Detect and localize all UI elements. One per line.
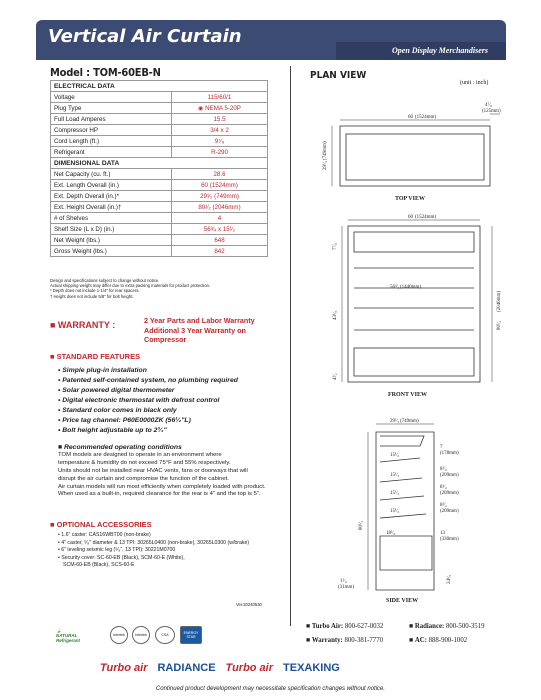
svg-text:1¹⁄₄: 1¹⁄₄ <box>340 579 347 584</box>
svg-text:13: 13 <box>440 531 445 536</box>
unit-label: (unit : inch) <box>460 80 489 86</box>
features-heading: ■ STANDARD FEATURES <box>50 352 141 361</box>
table-row: Ext. Height Overall (in.)† 80¹⁄₂ (2046mm) <box>51 202 268 213</box>
svg-text:4⁷⁄₈: 4⁷⁄₈ <box>485 103 492 108</box>
svg-text:80¹⁄₂: 80¹⁄₂ <box>359 520 364 530</box>
svg-text:18¹⁄₈: 18¹⁄₈ <box>386 531 396 536</box>
list-item: • Digital electronic thermostat with defrost control <box>58 397 220 404</box>
svg-text:43¹⁄₈: 43¹⁄₈ <box>333 310 338 320</box>
turbo-air-logo: Turbo air <box>100 662 148 674</box>
table-row: Net Capacity (cu. ft.) 28.6 <box>51 169 268 180</box>
svg-text:15¹⁄₂: 15¹⁄₂ <box>390 473 400 478</box>
list-item: • 4" caster, ⁵⁄₈" diameter & 13 TPI: 30265L0400 (non-brake), 30265L0300 (w/brake) <box>58 539 250 546</box>
table-row: Net Weight (lbs.) 648 <box>51 235 268 246</box>
page-subtitle: Open Display Merchandisers <box>391 46 488 55</box>
spec-notes: Design and specifications subject to change without notice. Actual shipping weight may differ due to extra packing materials for product protection. * Depth does not include 1-1/4" for rear spacers. † Height does not include 5/8" for bolt height. <box>50 278 211 299</box>
etl-logo: Intertek <box>110 626 128 644</box>
svg-text:(31mm): (31mm) <box>338 585 355 590</box>
contact-ac: ■ AC: 888-900-1002 <box>409 637 468 644</box>
energy-star-logo: ENERGY STAR <box>180 626 202 644</box>
table-row: Plug Type ◉ NEMA 5-20P <box>51 103 268 114</box>
table-row: Refrigerant R-290 <box>51 147 268 158</box>
electrical-heading: ELECTRICAL DATA <box>51 81 268 92</box>
radiance-logo: RADIANCE <box>157 662 216 674</box>
accessories-heading: ■ OPTIONAL ACCESSORIES <box>50 520 152 529</box>
svg-text:(1524mm): (1524mm) <box>415 215 437 220</box>
list-item: • Patented self-contained system, no plumbing required <box>58 377 238 384</box>
svg-text:(178mm): (178mm) <box>440 451 459 456</box>
svg-text:(209mm): (209mm) <box>440 491 459 496</box>
table-row: Voltage 115/60/1 <box>51 92 268 103</box>
side-view <box>368 424 434 590</box>
contact-radiance: ■ Radiance: 800-500-3519 <box>409 623 485 630</box>
warranty-line-2: Additional 3 Year Warranty on Compressor <box>144 326 246 344</box>
brand-logos <box>100 662 340 674</box>
front-view-label: FRONT VIEW <box>388 392 427 398</box>
svg-text:8¹⁄₄: 8¹⁄₄ <box>440 485 447 490</box>
side-view-label: SIDE VIEW <box>386 598 419 604</box>
table-row: Ext. Depth Overall (in.)* 29¹⁄₂ (749mm) <box>51 191 268 202</box>
list-item: • Price tag channel: P60E0000ZK (56¹⁄₂"L) <box>58 417 191 424</box>
list-item: SCM-60-EB (Black), SCS-60-E <box>63 562 135 569</box>
table-row: Shelf Size (L x D) (in.) 56³⁄₄ x 15¹⁄₂ <box>51 224 268 235</box>
svg-text:29¹⁄₂: 29¹⁄₂ <box>390 419 400 424</box>
top-view <box>332 114 500 186</box>
list-item: • Solar powered digital thermometer <box>58 387 175 394</box>
svg-text:29¹⁄₂: 29¹⁄₂ <box>323 160 328 170</box>
svg-text:4¹⁄₂: 4¹⁄₂ <box>333 373 338 380</box>
top-view-label: TOP VIEW <box>395 196 425 202</box>
svg-text:8¹⁄₄: 8¹⁄₄ <box>440 503 447 508</box>
features-list <box>58 366 278 436</box>
list-item: • Security cover: SC-60-EB (Black), SCM-60-E (White), <box>58 554 185 561</box>
header-banner <box>36 20 506 60</box>
svg-text:15¹⁄₂: 15¹⁄₂ <box>390 509 400 514</box>
plug-icon: ◉ <box>198 104 206 112</box>
recommended-heading: ■ Recommended operating conditions <box>58 444 182 451</box>
svg-text:15¹⁄₂: 15¹⁄₂ <box>390 453 400 458</box>
svg-text:56³⁄₄: 56³⁄₄ <box>390 285 400 290</box>
svg-text:(125mm): (125mm) <box>482 109 501 114</box>
texaking-logo: TEXAKING <box>283 662 340 674</box>
svg-text:7⁷⁄₈: 7⁷⁄₈ <box>333 243 338 250</box>
table-row: Full Load Amperes 15.5 <box>51 114 268 125</box>
accessories-list <box>58 532 286 570</box>
warranty-line-1: 2 Year Parts and Labor Warranty <box>144 316 255 325</box>
dim-width-top: 60 <box>408 115 413 120</box>
plan-view-title: PLAN VIEW <box>310 70 367 81</box>
table-row: Cord Length (ft.) 9⁷⁄₈ <box>51 136 268 147</box>
csa-logo: CSA <box>155 626 175 644</box>
svg-text:(1524mm): (1524mm) <box>415 115 437 120</box>
table-row: Compressor HP 3/4 x 2 <box>51 125 268 136</box>
leaf-icon: 🍃 <box>56 628 62 633</box>
etl-sanitation-logo: Intertek <box>132 626 150 644</box>
svg-text:15¹⁄₂: 15¹⁄₂ <box>390 491 400 496</box>
contact-turbo-air: ■ Turbo Air: 800-627-0032 <box>306 623 384 630</box>
svg-text:8¹⁄₄: 8¹⁄₄ <box>440 467 447 472</box>
svg-text:(749mm): (749mm) <box>400 419 419 424</box>
contact-list <box>306 620 512 648</box>
svg-text:(209mm): (209mm) <box>440 509 459 514</box>
list-item: • Simple plug-in installation <box>58 367 147 374</box>
model-number: Model : TOM-60EB-N <box>50 66 161 79</box>
version-label: Ver.20240530 <box>236 602 262 607</box>
spec-table <box>50 80 268 257</box>
svg-text:(749mm): (749mm) <box>323 141 328 160</box>
column-divider <box>290 66 291 626</box>
svg-text:(330mm): (330mm) <box>440 537 459 542</box>
list-item: • Standard color comes in black only <box>58 407 177 414</box>
svg-text:(209mm): (209mm) <box>440 473 459 478</box>
turbo-air-ac-logo: Turbo air <box>225 662 274 674</box>
table-row: # of Shelves 4 <box>51 213 268 224</box>
page-title: Vertical Air Curtain <box>48 26 242 47</box>
list-item: • 1.6" caster: CAS16WBT00 (non-brake) <box>58 532 151 538</box>
svg-text:60: 60 <box>408 215 413 220</box>
contact-warranty: ■ Warranty: 800-381-7770 <box>306 637 383 644</box>
natural-refrigerant-logo: 🍃 NATURAL Refrigerant <box>56 628 81 643</box>
list-item: • Bolt height adjustable up to 2³⁄₄" <box>58 427 167 434</box>
warranty-label: ■ WARRANTY : <box>50 320 116 330</box>
technical-drawing <box>300 90 520 610</box>
dimensional-heading: DIMENSIONAL DATA <box>51 158 268 169</box>
recommended-conditions: ■ Recommended operating conditions TOM models are designed to operate in an environment where temperature & humidity do not exceed 75°F and 55% respectively. Units should not be installed near HVAC vents, fans or doorways that will disrupt the air curtain and compromise the function of the cabinet. Air curtain models will run most efficiently when completely loaded with product. When used as a built-in, required clearance for the rear is 4" and the top is 5". <box>58 444 286 499</box>
svg-text:80¹⁄₂: 80¹⁄₂ <box>497 320 502 330</box>
table-row: Ext. Length Overall (in.) 60 (1524mm) <box>51 180 268 191</box>
footer-note: Continued product development may necessitate specification changes without notice. <box>155 686 386 692</box>
list-item: • 6" leveling seismic leg (⁵⁄₈", 13 TPI): 30221M0700 <box>58 547 176 554</box>
table-row: Gross Weight (lbs.) 842 <box>51 246 268 257</box>
svg-text:(2046mm): (2046mm) <box>497 290 502 312</box>
svg-text:7: 7 <box>440 445 443 450</box>
svg-text:24¹⁄₈: 24¹⁄₈ <box>447 574 452 584</box>
front-view <box>342 220 492 382</box>
svg-text:(1440mm): (1440mm) <box>400 285 422 290</box>
